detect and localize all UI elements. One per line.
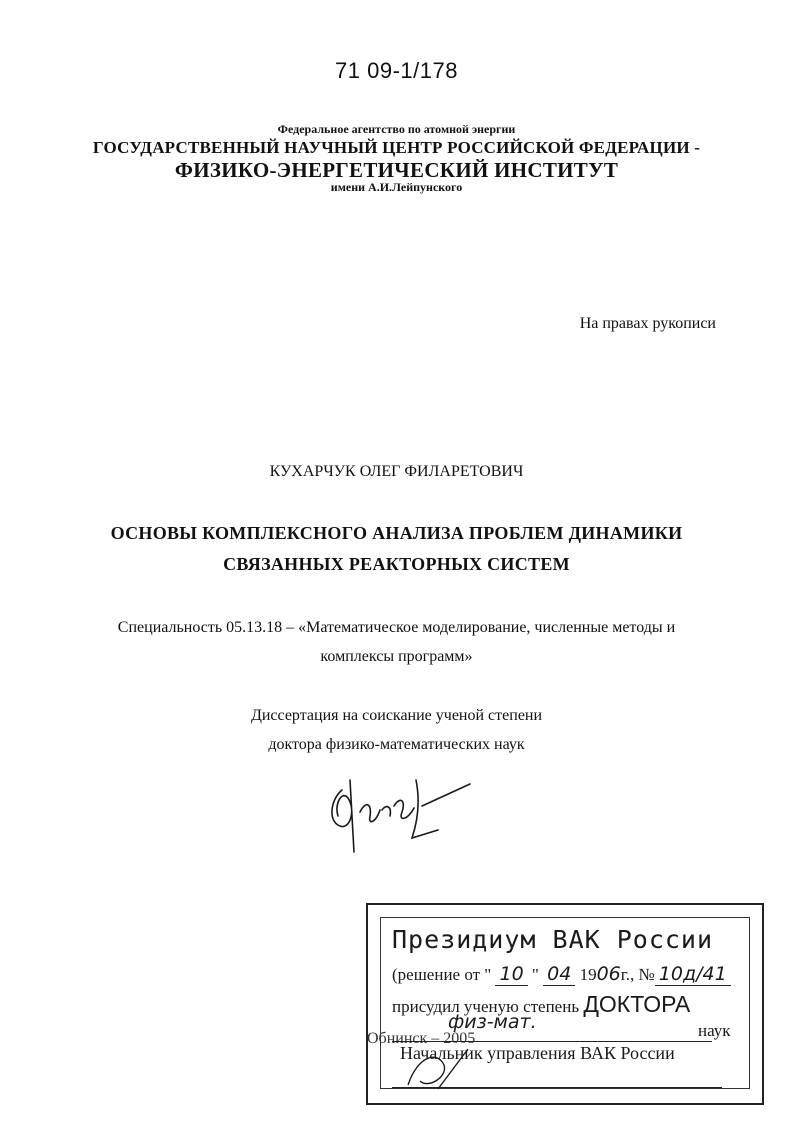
stamp-title: Президиум ВАК России (392, 925, 714, 954)
degree-field: физ-мат. (448, 1011, 537, 1033)
decision-year-suffix: г., № (620, 965, 655, 984)
vak-stamp (366, 903, 764, 1105)
thesis-title-line-1: ОСНОВЫ КОМПЛЕКСНОГО АНАЛИЗА ПРОБЛЕМ ДИНАМИКИ (110, 523, 683, 543)
decision-number: 10д/41 (655, 963, 731, 986)
author-name: КУХАРЧУК ОЛЕГ ФИЛАРЕТОВИЧ (269, 463, 524, 480)
document-code: 71 09-1/178 (335, 58, 458, 83)
stamp-decision-line (392, 963, 731, 986)
decision-sep: " (531, 965, 539, 984)
manuscript-rights: На правах рукописи (579, 315, 716, 332)
degree-level: ДОКТОРА (583, 991, 691, 1017)
institute-name: ФИЗИКО-ЭНЕРГЕТИЧЕСКИЙ ИНСТИТУТ (174, 158, 619, 182)
stamp-signature (398, 1045, 488, 1095)
author-signature (320, 760, 480, 860)
thesis-title-line-2: СВЯЗАННЫХ РЕАКТОРНЫХ СИСТЕМ (223, 554, 570, 574)
agency-name: Федеральное агентство по атомной энергии (277, 122, 516, 136)
city-year: Обнинск – 2005 (367, 1030, 476, 1047)
sciences-label: наук (698, 1021, 731, 1040)
dissertation-line-2: доктора физико-математических наук (268, 736, 525, 753)
center-name: ГОСУДАРСТВЕННЫЙ НАУЧНЫЙ ЦЕНТР РОССИЙСКОЙ ФЕДЕРАЦИИ - (92, 138, 701, 157)
stamp-award-line (392, 991, 690, 1018)
decision-prefix: (решение от " (392, 965, 492, 984)
decision-day: 10 (495, 963, 527, 986)
field-underline (392, 1023, 712, 1042)
named-after: имени А.И.Лейпунского (330, 180, 463, 194)
award-prefix: присудил ученую степень (392, 997, 580, 1016)
dissertation-line-1: Диссертация на соискание ученой степени (250, 707, 543, 724)
decision-year: 06 (596, 963, 621, 985)
stamp-head-title: Начальник управления ВАК России (400, 1043, 675, 1063)
specialty-line-1: Специальность 05.13.18 – «Математическое моделирование, численные методы и (117, 619, 676, 636)
specialty-line-2: комплексы программ» (320, 648, 473, 665)
decision-month: 04 (543, 963, 575, 986)
decision-year-prefix: 19 (579, 965, 597, 984)
